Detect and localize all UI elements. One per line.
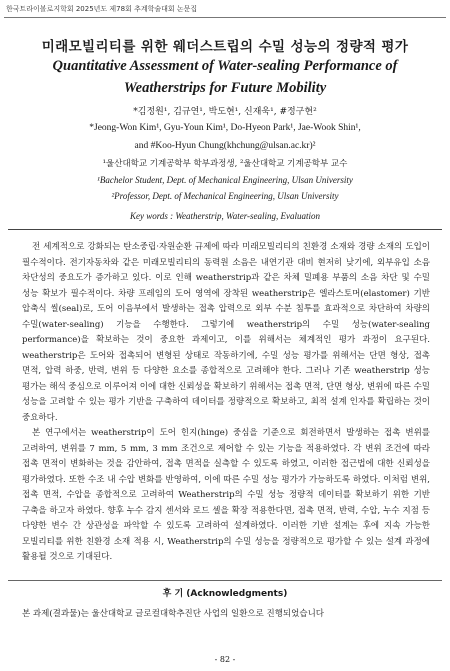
authors-korean: *김정원¹, 김규연¹, 박도현¹, 신재욱¹, #정구현² [133,107,317,117]
body-separator [8,229,442,230]
title-english-line: Weatherstrips for Future Mobility [123,80,327,96]
body-paragraph: 전 세계적으로 강화되는 탄소중립·자원순환 규제에 따라 미래모빌리티의 친환경 소재와 경량 소재의 도입이 필수적이다. 전기자동차와 같은 미래모빌리티의 동력원 소음은 내연기관 대비 현저히 낮기에, 외부유입 소음 차단성의 중요도가 증가하고 있다. 이로 인해 weatherstrip과 같은 차체 밀폐용 부품의 소음 차단 및 수밀 성능 확보가 필수적이다. 차량 프레임의 도어 영역에 장착된 weatherstrip은 엘라스토머(elastomer) 기반 압축식 씰(seal)로, 도어 이음부에서 발생하는 접촉 압력으로 외부 수분 침투를 효과적으로 차단하여 차량의 수밀(water-sealing) 기능을 수행한다. 그렇기에 weatherstrip의 수밀 성능(water-sealing performance)을 확보하는 것이 중요한 과제이고, 이를 위해서는 체계적인 평가 과정이 요구된다. weatherstrip은 도어와 접촉되어 변형된 상태로 작동하기에, 수밀 성능 평가를 위해서는 단면 형상, 접촉 면적, 압력 하중, 반력, 변위 등 다양한 요소를 종합적으로 고려해야 한다. 그러나 기존 weatherstrip 성능 평가는 해석 중심으로 이루어져 이에 대한 신뢰성을 확보하기 위해서는 접촉 면적, 단면 형상, 변위에 따른 수밀 성능을 고려할 수 있는 평가 기반을 구축하여 데이터를 정량적으로 확보하고, 최적 설계 인자를 확립하는 것이 중요하다. [22,242,430,423]
title-english [0,55,450,99]
title-english-line: Quantitative Assessment of Water-sealing Performance of [52,58,398,74]
running-header: 한국트라이볼로지학회 2025년도 제78회 추계학술대회 논문집 [6,5,198,13]
affiliation-line: ²Professor, Dept. of Mechanical Engineering, Ulsan University [111,191,339,201]
keywords: Key words : Weatherstrip, Water-sealing, Evaluation [129,211,321,221]
acknowledgments-heading: 후 기 (Acknowledgments) [162,589,288,599]
affiliation-line: ¹Bachelor Student, Dept. of Mechanical Engineering, Ulsan University [97,175,353,185]
body-text [22,240,430,566]
body-paragraph: 본 연구에서는 weatherstrip이 도어 힌지(hinge) 중심을 기준으로 회전하면서 발생하는 접촉 변위를 고려하여, 변위를 7 mm, 5 mm, 3 mm 조건으로 제어할 수 있는 기능을 적용하였다. 각 변위 조건에 따라 접촉 면적이 변화하는 것을 감안하여, 접촉 면적을 실측할 수 있도록 하였고, 이러한 접근법에 대한 신뢰성을 평가하였다. 또한 수조 내 수압 변화를 반영하여, 이에 따른 수밀 성능 평가가 가능하도록 하였다. 이처럼 변위, 접촉 면적, 수압을 종합적으로 고려하여 Weatherstrip의 수밀 성능 정량적 데이터를 확보하기 위한 기반 구축을 하고자 하였다. 향후 누수 감지 센서와 로드 셀을 확장 적용한다면, 접촉 면적, 반력, 수압, 누수 지점 등 다양한 변수 간 상관성을 파악할 수 있도록 고려하여 설계하였다. 이러한 기반 설계는 후에 지속 가능한 모빌리티를 위한 친환경 소재 적용 시, Weatherstrip의 수밀 성능을 정량적으로 평가할 수 있는 설계 과정에 활용될 것으로 기대된다. [22,428,430,562]
title-korean: 미래모빌리티를 위한 웨더스트립의 수밀 성능의 정량적 평가 [41,39,409,55]
acknowledgments-text: 본 과제(결과물)는 울산대학교 글로컬대학추진단 사업의 일환으로 진행되었습니다 [22,609,325,619]
header-rule [4,17,446,18]
affiliations-korean: ¹울산대학교 기계공학부 학부과정생, ²울산대학교 기계공학부 교수 [102,159,348,169]
affiliations-english [0,172,450,204]
authors-english-line: and #Koo-Hyun Chung(khchung@ulsan.ac.kr)² [134,141,316,151]
authors-english [0,119,450,155]
page-number: - 82 - [214,655,236,664]
authors-english-line: *Jeong-Won Kim¹, Gyu-Youn Kim¹, Do-Hyeon Park¹, Jae-Wook Shin¹, [89,123,361,133]
acknowledgments-separator [8,580,442,581]
